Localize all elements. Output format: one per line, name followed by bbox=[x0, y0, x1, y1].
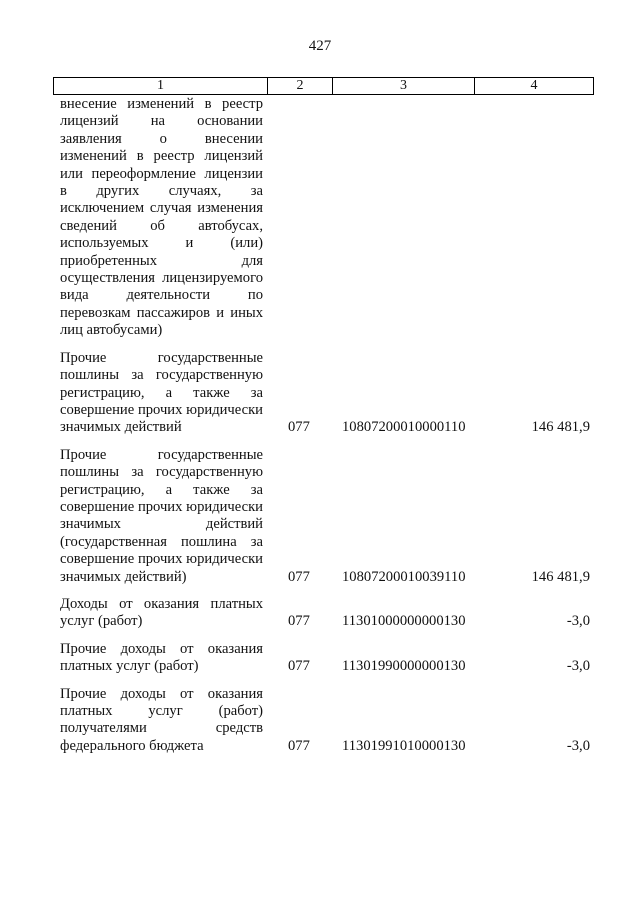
row-kbk: 11301000000000130 bbox=[342, 613, 466, 630]
row-description: внесение изменений в реестр лицензий на основании заявления о внесении изменений в реестр лицензий или переоформление лицензии в других случаях, за исключением случая изменения сведений об автобусах, используемых и (или) приобретенных для осуществления лицензируемого вида деятельности по перевозкам пассажиров и иных лиц автобусами) bbox=[60, 96, 263, 339]
row-description: Прочие доходы от оказания платных услуг (работ) bbox=[60, 640, 263, 675]
row-amount: -3,0 bbox=[566, 613, 590, 630]
table-row bbox=[60, 641, 590, 676]
table-row bbox=[60, 686, 590, 756]
header-col-2: 2 bbox=[268, 78, 333, 94]
page-number: 427 bbox=[308, 38, 332, 54]
row-amount: 146 481,9 bbox=[531, 419, 590, 436]
row-code: 077 bbox=[288, 568, 310, 585]
row-amount: -3,0 bbox=[566, 737, 590, 754]
header-col-4: 4 bbox=[530, 78, 538, 93]
row-code: 077 bbox=[288, 613, 310, 630]
row-description: Доходы от оказания платных услуг (работ) bbox=[60, 595, 263, 630]
row-description: Прочие доходы от оказания платных услуг (работ) получателями средств федерального бюджета bbox=[60, 685, 263, 754]
row-description: Прочие государственные пошлины за государственную регистрацию, а также за совершение прочих юридически значимых действий (государственная пошлина за совершение прочих юридически значимых действий) bbox=[60, 446, 263, 585]
table-row bbox=[60, 596, 590, 631]
row-kbk: 11301991010000130 bbox=[342, 737, 466, 754]
row-code: 077 bbox=[288, 737, 310, 754]
row-code: 077 bbox=[288, 419, 310, 436]
row-kbk: 11301990000000130 bbox=[342, 658, 466, 675]
header-col-3: 3 bbox=[333, 78, 475, 94]
table-body bbox=[60, 96, 590, 765]
table-row bbox=[60, 96, 590, 340]
table-row bbox=[60, 350, 590, 437]
row-code: 077 bbox=[288, 658, 310, 675]
row-kbk: 10807200010039110 bbox=[342, 568, 466, 585]
row-kbk: 10807200010000110 bbox=[342, 419, 466, 436]
table-row bbox=[60, 447, 590, 586]
row-amount: -3,0 bbox=[566, 658, 590, 675]
row-description: Прочие государственные пошлины за государственную регистрацию, а также за совершение прочих юридически значимых действий bbox=[60, 349, 263, 436]
header-col-1: 1 bbox=[54, 78, 268, 94]
table-header bbox=[53, 77, 594, 95]
row-amount: 146 481,9 bbox=[531, 568, 590, 585]
